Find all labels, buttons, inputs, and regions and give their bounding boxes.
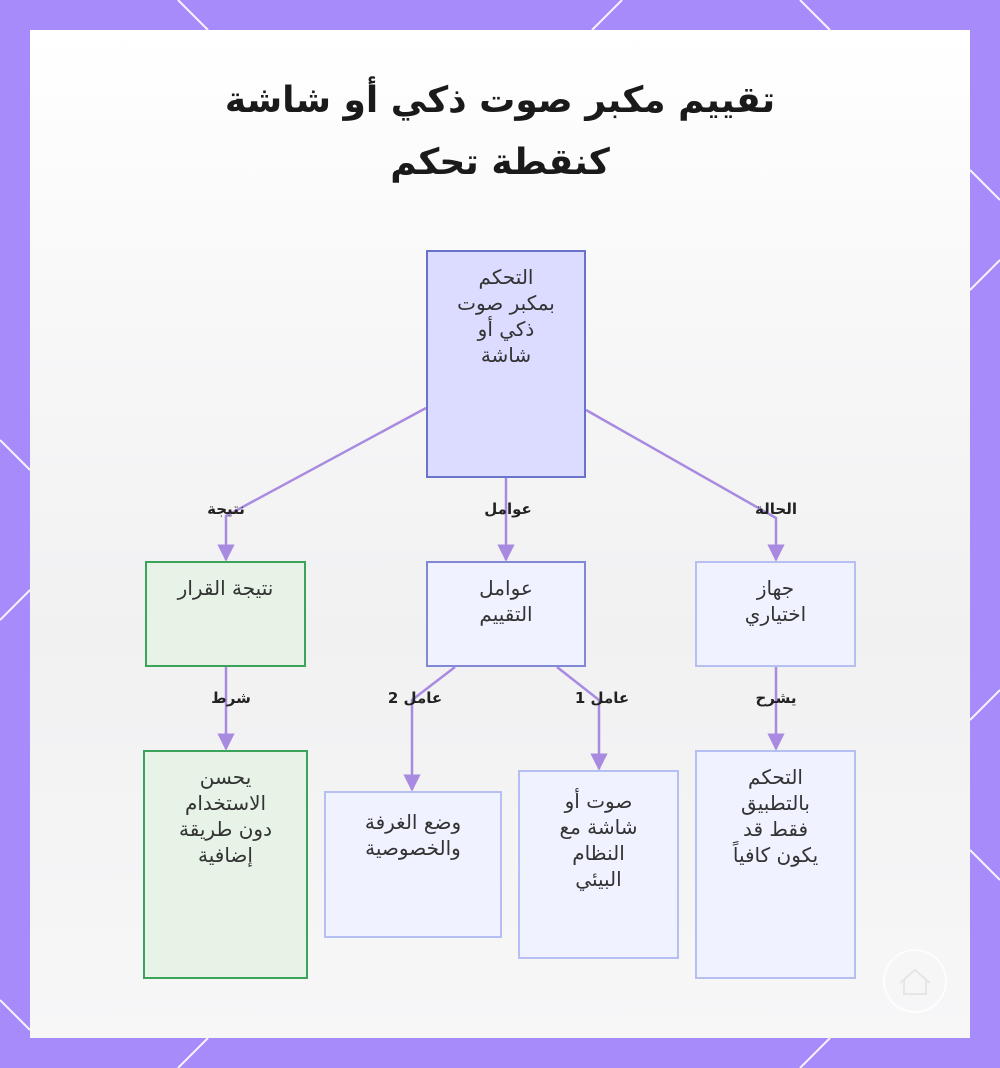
node-line: وضع الغرفة: [364, 810, 462, 834]
edge-root-optional: [586, 410, 776, 560]
node-condition-improves-use: [143, 750, 308, 979]
node-line: شاشة: [480, 343, 532, 367]
node-room-privacy: [324, 791, 502, 938]
node-root-control: [426, 250, 586, 478]
node-line: بمكبر صوت: [457, 291, 555, 315]
edge-label-factors: عوامل: [484, 500, 532, 518]
node-ecosystem-fit: [518, 770, 679, 959]
node-line: التحكم: [748, 765, 803, 789]
node-line: يكون كافياً: [732, 843, 819, 867]
edge-label-result: نتيجة: [207, 500, 245, 518]
edge-label-factor-2: عامل 2: [387, 689, 443, 707]
node-line: جهاز: [756, 576, 795, 600]
edge-label-factor-1: عامل 1: [574, 689, 630, 707]
node-line: شاشة مع: [559, 815, 638, 839]
node-decision-result: [145, 561, 306, 667]
title-line-1: تقييم مكبر صوت ذكي أو شاشة: [224, 80, 776, 121]
node-evaluation-factors: [426, 561, 586, 667]
edge-root-decision: [226, 408, 426, 560]
node-line: التحكم: [478, 265, 534, 289]
node-line: صوت أو: [564, 789, 633, 813]
node-line: إضافية: [198, 843, 253, 867]
node-line: عوامل: [479, 576, 533, 600]
node-line: اختياري: [744, 602, 807, 626]
edge-factors-room: [412, 667, 455, 790]
node-line: والخصوصية: [365, 836, 461, 860]
edge-factors-ecosystem: [557, 667, 599, 769]
edge-label-condition: شرط: [211, 689, 251, 707]
node-line: النظام: [572, 841, 625, 865]
node-line: الاستخدام: [184, 791, 267, 815]
node-line: نتيجة القرار: [177, 576, 274, 600]
node-line: التقييم: [479, 602, 533, 626]
node-line: البيئي: [575, 867, 622, 891]
home-logo-icon: [880, 946, 950, 1016]
node-app-only-enough: [695, 750, 856, 979]
node-line: بالتطبيق: [741, 791, 810, 815]
edge-label-state: الحالة: [755, 500, 797, 518]
node-line: دون طريقة: [179, 817, 272, 841]
node-optional-device: [695, 561, 856, 667]
node-line: يحسن: [199, 765, 252, 789]
node-line: فقط قد: [742, 817, 809, 841]
title-line-2: كنقطة تحكم: [390, 142, 610, 183]
node-line: ذكي أو: [477, 317, 535, 341]
edge-label-explains: يشرح: [755, 689, 797, 707]
